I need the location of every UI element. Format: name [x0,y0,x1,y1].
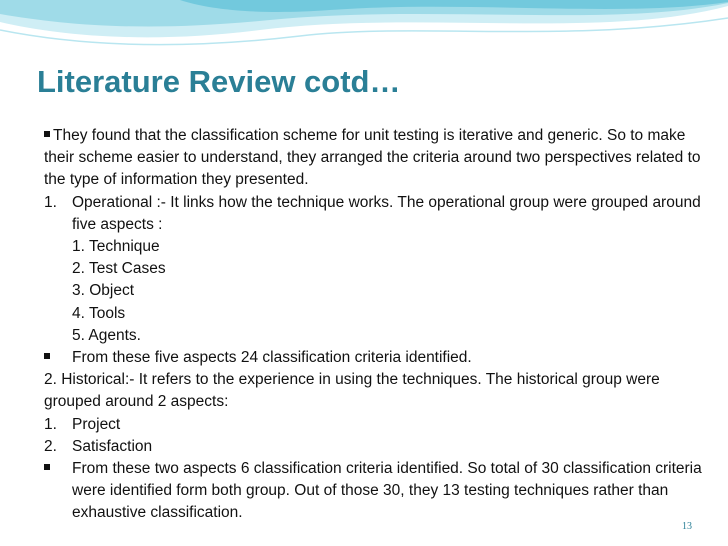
square-bullet-icon [44,464,50,470]
aspect-item: 3. Object [72,282,135,300]
bullet-item [44,458,714,525]
slide-body [44,125,714,525]
historical-marker: 2. [44,437,57,455]
aspect-item: 1. Technique [72,238,160,256]
square-bullet-icon [44,353,50,359]
aspect-item: 5. Agents. [72,326,141,344]
operational-marker: 1. [44,193,57,211]
page-number: 13 [682,521,692,532]
operational-text: Operational :- It links how the technique works. The operational group were grouped around five aspects : [72,193,701,233]
historical-marker: 1. [44,415,57,433]
historical-item [44,436,714,458]
intro-paragraph [44,125,714,192]
square-bullet-icon [44,131,50,137]
bullet-text: From these two aspects 6 classification criteria identified. So total of 30 classification criteria were identified form both group. Out of those 30, they 13 testing techniques rather than exhaustive classification. [72,459,702,522]
historical-item [44,414,714,436]
bullet-item [44,347,714,369]
operational-item [44,192,714,236]
historical-text: Satisfaction [72,437,153,455]
bullet-text: From these five aspects 24 classification criteria identified. [72,348,472,366]
header-wave-decoration [0,0,728,60]
aspect-item: 4. Tools [72,304,126,322]
intro-text: They found that the classification scheme for unit testing is iterative and generic. So to make their scheme easier to understand, they arranged the criteria around two perspectives related to the type of information they presented. [44,127,701,189]
historical-paragraph: 2. Historical:- It refers to the experience in using the techniques. The historical group were grouped around 2 aspects: [44,371,660,411]
historical-text: Project [72,415,121,433]
slide-title: Literature Review cotd… [37,64,401,99]
aspect-item: 2. Test Cases [72,260,166,278]
